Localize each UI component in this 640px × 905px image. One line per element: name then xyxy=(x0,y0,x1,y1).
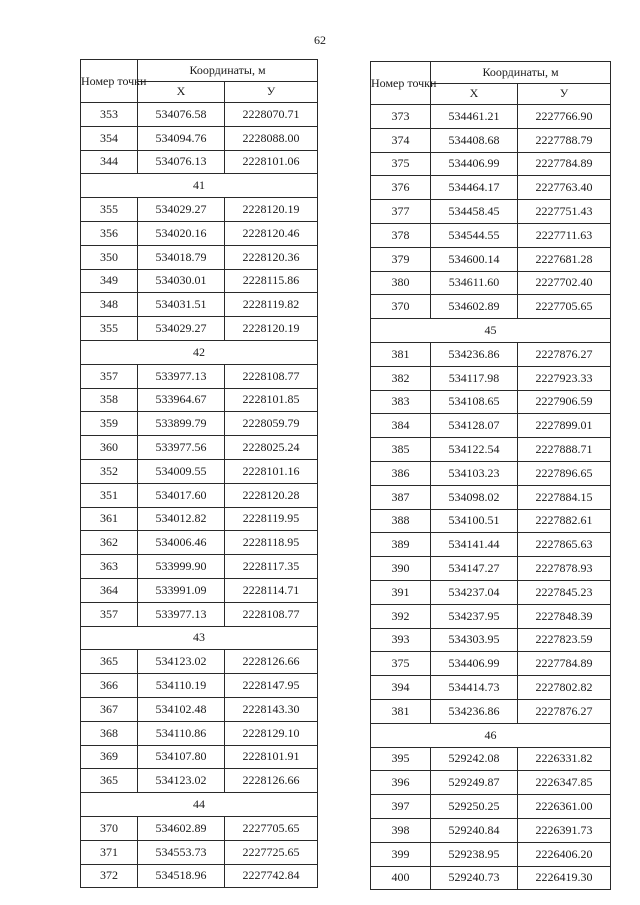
y-coordinate-cell: 2227766.90 xyxy=(518,105,611,129)
point-number-cell: 380 xyxy=(371,271,431,295)
x-coordinate-cell: 534018.79 xyxy=(138,245,225,269)
y-coordinate-cell: 2227788.79 xyxy=(518,128,611,152)
y-coordinate-cell: 2228070.71 xyxy=(225,103,318,127)
point-number-cell: 368 xyxy=(81,721,138,745)
y-coordinate-cell: 2227742.84 xyxy=(225,864,318,888)
y-coordinate-cell: 2228101.91 xyxy=(225,745,318,769)
section-number: 41 xyxy=(81,174,318,198)
x-coordinate-cell: 534602.89 xyxy=(138,816,225,840)
table-row xyxy=(371,438,611,462)
point-number-cell: 354 xyxy=(81,126,138,150)
x-coordinate-cell: 534611.60 xyxy=(431,271,518,295)
point-number-cell: 397 xyxy=(371,795,431,819)
x-coordinate-cell: 534006.46 xyxy=(138,531,225,555)
table-row xyxy=(371,414,611,438)
x-coordinate-cell: 534414.73 xyxy=(431,676,518,700)
y-coordinate-cell: 2228088.00 xyxy=(225,126,318,150)
coordinates-header: Координаты, м xyxy=(431,62,611,84)
x-coordinate-cell: 534108.65 xyxy=(431,390,518,414)
x-coordinate-cell: 534236.86 xyxy=(431,699,518,723)
section-row xyxy=(371,319,611,343)
table-row xyxy=(81,816,318,840)
section-row xyxy=(81,340,318,364)
point-number-cell: 384 xyxy=(371,414,431,438)
point-number-cell: 370 xyxy=(371,295,431,319)
table-row xyxy=(81,364,318,388)
x-coordinate-cell: 534110.86 xyxy=(138,721,225,745)
point-number-header: Номер точки xyxy=(371,62,431,105)
point-number-cell: 367 xyxy=(81,697,138,721)
section-number: 43 xyxy=(81,626,318,650)
point-number-cell: 373 xyxy=(371,105,431,129)
table-row xyxy=(371,461,611,485)
table-row xyxy=(81,245,318,269)
x-coordinate-cell: 529242.08 xyxy=(431,747,518,771)
y-coordinate-cell: 2228119.82 xyxy=(225,293,318,317)
point-number-cell: 375 xyxy=(371,152,431,176)
y-coordinate-cell: 2227763.40 xyxy=(518,176,611,200)
y-coordinate-cell: 2228143.30 xyxy=(225,697,318,721)
y-coordinate-cell: 2227705.65 xyxy=(225,816,318,840)
x-coordinate-cell: 534029.27 xyxy=(138,317,225,341)
point-number-cell: 392 xyxy=(371,604,431,628)
table-row xyxy=(371,271,611,295)
section-row xyxy=(81,626,318,650)
x-coordinate-cell: 533964.67 xyxy=(138,388,225,412)
table-row xyxy=(371,795,611,819)
section-row xyxy=(81,793,318,817)
point-number-cell: 399 xyxy=(371,842,431,866)
y-coordinate-cell: 2228059.79 xyxy=(225,412,318,436)
x-coordinate-cell: 534076.58 xyxy=(138,103,225,127)
x-coordinate-cell: 534458.45 xyxy=(431,200,518,224)
point-number-cell: 357 xyxy=(81,602,138,626)
table-row xyxy=(371,247,611,271)
point-number-cell: 362 xyxy=(81,531,138,555)
y-coordinate-cell: 2227865.63 xyxy=(518,533,611,557)
y-coordinate-cell: 2228120.28 xyxy=(225,483,318,507)
table-row xyxy=(371,485,611,509)
x-coordinate-cell: 533991.09 xyxy=(138,578,225,602)
x-coordinate-cell: 533977.13 xyxy=(138,364,225,388)
point-number-cell: 387 xyxy=(371,485,431,509)
y-coordinate-cell: 2227784.89 xyxy=(518,152,611,176)
table-row xyxy=(81,674,318,698)
point-number-cell: 390 xyxy=(371,557,431,581)
y-coordinate-cell: 2227882.61 xyxy=(518,509,611,533)
point-number-cell: 360 xyxy=(81,436,138,460)
x-column-header: X xyxy=(431,83,518,105)
y-coordinate-cell: 2228101.85 xyxy=(225,388,318,412)
point-number-cell: 371 xyxy=(81,840,138,864)
point-number-cell: 356 xyxy=(81,221,138,245)
table-row xyxy=(371,580,611,604)
point-number-cell: 388 xyxy=(371,509,431,533)
x-coordinate-cell: 534408.68 xyxy=(431,128,518,152)
y-coordinate-cell: 2228147.95 xyxy=(225,674,318,698)
x-coordinate-cell: 534303.95 xyxy=(431,628,518,652)
y-coordinate-cell: 2228101.06 xyxy=(225,150,318,174)
x-coordinate-cell: 529240.73 xyxy=(431,866,518,890)
y-coordinate-cell: 2227906.59 xyxy=(518,390,611,414)
x-column-header: X xyxy=(138,81,225,103)
point-number-cell: 381 xyxy=(371,699,431,723)
coordinates-table-right xyxy=(370,61,611,890)
x-coordinate-cell: 534141.44 xyxy=(431,533,518,557)
point-number-cell: 366 xyxy=(81,674,138,698)
table-row xyxy=(371,342,611,366)
table-row xyxy=(371,652,611,676)
table-row xyxy=(81,459,318,483)
y-coordinate-cell: 2228129.10 xyxy=(225,721,318,745)
y-coordinate-cell: 2228119.95 xyxy=(225,507,318,531)
point-number-cell: 355 xyxy=(81,317,138,341)
table-row xyxy=(81,150,318,174)
table-row xyxy=(371,223,611,247)
x-coordinate-cell: 534602.89 xyxy=(431,295,518,319)
x-coordinate-cell: 534009.55 xyxy=(138,459,225,483)
y-coordinate-cell: 2227888.71 xyxy=(518,438,611,462)
x-coordinate-cell: 534107.80 xyxy=(138,745,225,769)
y-coordinate-cell: 2226331.82 xyxy=(518,747,611,771)
point-number-cell: 351 xyxy=(81,483,138,507)
y-column-header: У xyxy=(225,81,318,103)
point-number-cell: 369 xyxy=(81,745,138,769)
x-coordinate-cell: 533999.90 xyxy=(138,555,225,579)
x-coordinate-cell: 534122.54 xyxy=(431,438,518,462)
x-coordinate-cell: 534098.02 xyxy=(431,485,518,509)
y-coordinate-cell: 2227705.65 xyxy=(518,295,611,319)
x-coordinate-cell: 534237.04 xyxy=(431,580,518,604)
y-coordinate-cell: 2227784.89 xyxy=(518,652,611,676)
page-number: 62 xyxy=(314,33,326,47)
table-row xyxy=(81,650,318,674)
table-row xyxy=(81,721,318,745)
point-number-header: Номер точки xyxy=(81,60,138,103)
x-coordinate-cell: 534103.23 xyxy=(431,461,518,485)
table-row xyxy=(81,198,318,222)
x-coordinate-cell: 534029.27 xyxy=(138,198,225,222)
table-row xyxy=(81,840,318,864)
point-number-cell: 350 xyxy=(81,245,138,269)
point-number-cell: 376 xyxy=(371,176,431,200)
table-row xyxy=(371,842,611,866)
point-number-cell: 386 xyxy=(371,461,431,485)
table-row xyxy=(81,697,318,721)
y-coordinate-cell: 2228120.19 xyxy=(225,198,318,222)
point-number-cell: 365 xyxy=(81,650,138,674)
x-coordinate-cell: 534123.02 xyxy=(138,769,225,793)
point-number-cell: 344 xyxy=(81,150,138,174)
point-number-cell: 394 xyxy=(371,676,431,700)
x-coordinate-cell: 534406.99 xyxy=(431,652,518,676)
table-row xyxy=(81,745,318,769)
y-column-header: У xyxy=(518,83,611,105)
x-coordinate-cell: 529249.87 xyxy=(431,771,518,795)
point-number-cell: 370 xyxy=(81,816,138,840)
table-row xyxy=(81,864,318,888)
y-coordinate-cell: 2228115.86 xyxy=(225,269,318,293)
table-row xyxy=(81,293,318,317)
x-coordinate-cell: 534461.21 xyxy=(431,105,518,129)
x-coordinate-cell: 534406.99 xyxy=(431,152,518,176)
table-row xyxy=(81,578,318,602)
point-number-cell: 349 xyxy=(81,269,138,293)
y-coordinate-cell: 2228108.77 xyxy=(225,602,318,626)
x-coordinate-cell: 534147.27 xyxy=(431,557,518,581)
x-coordinate-cell: 534553.73 xyxy=(138,840,225,864)
x-coordinate-cell: 534031.51 xyxy=(138,293,225,317)
x-coordinate-cell: 533977.13 xyxy=(138,602,225,626)
x-coordinate-cell: 534544.55 xyxy=(431,223,518,247)
table-row xyxy=(371,866,611,890)
table-row xyxy=(371,628,611,652)
y-coordinate-cell: 2227923.33 xyxy=(518,366,611,390)
table-row xyxy=(81,269,318,293)
y-coordinate-cell: 2228025.24 xyxy=(225,436,318,460)
table-row xyxy=(81,412,318,436)
table-row xyxy=(371,604,611,628)
x-coordinate-cell: 534237.95 xyxy=(431,604,518,628)
table-row xyxy=(371,747,611,771)
y-coordinate-cell: 2227845.23 xyxy=(518,580,611,604)
x-coordinate-cell: 534020.16 xyxy=(138,221,225,245)
y-coordinate-cell: 2228117.35 xyxy=(225,555,318,579)
x-coordinate-cell: 534012.82 xyxy=(138,507,225,531)
point-number-cell: 391 xyxy=(371,580,431,604)
table-row xyxy=(81,507,318,531)
table-row xyxy=(371,818,611,842)
section-number: 46 xyxy=(371,723,611,747)
table-row xyxy=(371,699,611,723)
table-row xyxy=(371,557,611,581)
section-number: 44 xyxy=(81,793,318,817)
table-row xyxy=(81,388,318,412)
table-row xyxy=(371,366,611,390)
y-coordinate-cell: 2227896.65 xyxy=(518,461,611,485)
x-coordinate-cell: 534110.19 xyxy=(138,674,225,698)
point-number-cell: 355 xyxy=(81,198,138,222)
point-number-cell: 361 xyxy=(81,507,138,531)
table-row xyxy=(371,533,611,557)
table-row xyxy=(371,771,611,795)
point-number-cell: 398 xyxy=(371,818,431,842)
table-row xyxy=(371,152,611,176)
x-coordinate-cell: 533977.56 xyxy=(138,436,225,460)
table-row xyxy=(81,531,318,555)
y-coordinate-cell: 2226361.00 xyxy=(518,795,611,819)
y-coordinate-cell: 2227823.59 xyxy=(518,628,611,652)
point-number-cell: 382 xyxy=(371,366,431,390)
x-coordinate-cell: 534117.98 xyxy=(431,366,518,390)
y-coordinate-cell: 2226406.20 xyxy=(518,842,611,866)
table-row xyxy=(81,769,318,793)
y-coordinate-cell: 2228118.95 xyxy=(225,531,318,555)
x-coordinate-cell: 534100.51 xyxy=(431,509,518,533)
y-coordinate-cell: 2226347.85 xyxy=(518,771,611,795)
point-number-cell: 377 xyxy=(371,200,431,224)
y-coordinate-cell: 2227711.63 xyxy=(518,223,611,247)
table-row xyxy=(81,602,318,626)
x-coordinate-cell: 534600.14 xyxy=(431,247,518,271)
table-row xyxy=(81,483,318,507)
table-row xyxy=(81,221,318,245)
x-coordinate-cell: 529238.95 xyxy=(431,842,518,866)
y-coordinate-cell: 2227681.28 xyxy=(518,247,611,271)
point-number-cell: 353 xyxy=(81,103,138,127)
coordinates-table-left xyxy=(80,59,318,888)
table-row xyxy=(371,295,611,319)
y-coordinate-cell: 2228108.77 xyxy=(225,364,318,388)
table-row xyxy=(371,509,611,533)
point-number-cell: 358 xyxy=(81,388,138,412)
x-coordinate-cell: 533899.79 xyxy=(138,412,225,436)
x-coordinate-cell: 534017.60 xyxy=(138,483,225,507)
point-number-cell: 375 xyxy=(371,652,431,676)
table-row xyxy=(81,317,318,341)
point-number-cell: 365 xyxy=(81,769,138,793)
x-coordinate-cell: 534464.17 xyxy=(431,176,518,200)
section-number: 42 xyxy=(81,340,318,364)
table-row xyxy=(81,555,318,579)
y-coordinate-cell: 2227876.27 xyxy=(518,699,611,723)
table-row xyxy=(371,390,611,414)
table-row xyxy=(371,676,611,700)
y-coordinate-cell: 2227725.65 xyxy=(225,840,318,864)
point-number-cell: 381 xyxy=(371,342,431,366)
y-coordinate-cell: 2226391.73 xyxy=(518,818,611,842)
table-row xyxy=(371,128,611,152)
x-coordinate-cell: 529250.25 xyxy=(431,795,518,819)
x-coordinate-cell: 534123.02 xyxy=(138,650,225,674)
y-coordinate-cell: 2228126.66 xyxy=(225,650,318,674)
point-number-cell: 400 xyxy=(371,866,431,890)
point-number-cell: 364 xyxy=(81,578,138,602)
table-row xyxy=(371,176,611,200)
point-number-cell: 372 xyxy=(81,864,138,888)
y-coordinate-cell: 2227702.40 xyxy=(518,271,611,295)
point-number-cell: 357 xyxy=(81,364,138,388)
y-coordinate-cell: 2228120.46 xyxy=(225,221,318,245)
x-coordinate-cell: 534236.86 xyxy=(431,342,518,366)
point-number-cell: 395 xyxy=(371,747,431,771)
point-number-cell: 379 xyxy=(371,247,431,271)
table-row xyxy=(81,103,318,127)
y-coordinate-cell: 2228126.66 xyxy=(225,769,318,793)
point-number-cell: 389 xyxy=(371,533,431,557)
point-number-cell: 383 xyxy=(371,390,431,414)
y-coordinate-cell: 2227884.15 xyxy=(518,485,611,509)
y-coordinate-cell: 2228114.71 xyxy=(225,578,318,602)
point-number-cell: 352 xyxy=(81,459,138,483)
point-number-cell: 385 xyxy=(371,438,431,462)
point-number-cell: 363 xyxy=(81,555,138,579)
y-coordinate-cell: 2227878.93 xyxy=(518,557,611,581)
table-row xyxy=(371,105,611,129)
x-coordinate-cell: 534094.76 xyxy=(138,126,225,150)
x-coordinate-cell: 534030.01 xyxy=(138,269,225,293)
y-coordinate-cell: 2227802.82 xyxy=(518,676,611,700)
y-coordinate-cell: 2228120.36 xyxy=(225,245,318,269)
section-row xyxy=(81,174,318,198)
y-coordinate-cell: 2228101.16 xyxy=(225,459,318,483)
x-coordinate-cell: 529240.84 xyxy=(431,818,518,842)
x-coordinate-cell: 534518.96 xyxy=(138,864,225,888)
table-row xyxy=(81,436,318,460)
point-number-cell: 359 xyxy=(81,412,138,436)
point-number-cell: 374 xyxy=(371,128,431,152)
point-number-cell: 348 xyxy=(81,293,138,317)
y-coordinate-cell: 2226419.30 xyxy=(518,866,611,890)
point-number-cell: 393 xyxy=(371,628,431,652)
table-row xyxy=(81,126,318,150)
point-number-cell: 378 xyxy=(371,223,431,247)
y-coordinate-cell: 2227751.43 xyxy=(518,200,611,224)
section-number: 45 xyxy=(371,319,611,343)
y-coordinate-cell: 2227876.27 xyxy=(518,342,611,366)
y-coordinate-cell: 2228120.19 xyxy=(225,317,318,341)
coordinates-header: Координаты, м xyxy=(138,60,318,82)
x-coordinate-cell: 534102.48 xyxy=(138,697,225,721)
section-row xyxy=(371,723,611,747)
x-coordinate-cell: 534076.13 xyxy=(138,150,225,174)
x-coordinate-cell: 534128.07 xyxy=(431,414,518,438)
point-number-cell: 396 xyxy=(371,771,431,795)
table-row xyxy=(371,200,611,224)
y-coordinate-cell: 2227848.39 xyxy=(518,604,611,628)
y-coordinate-cell: 2227899.01 xyxy=(518,414,611,438)
